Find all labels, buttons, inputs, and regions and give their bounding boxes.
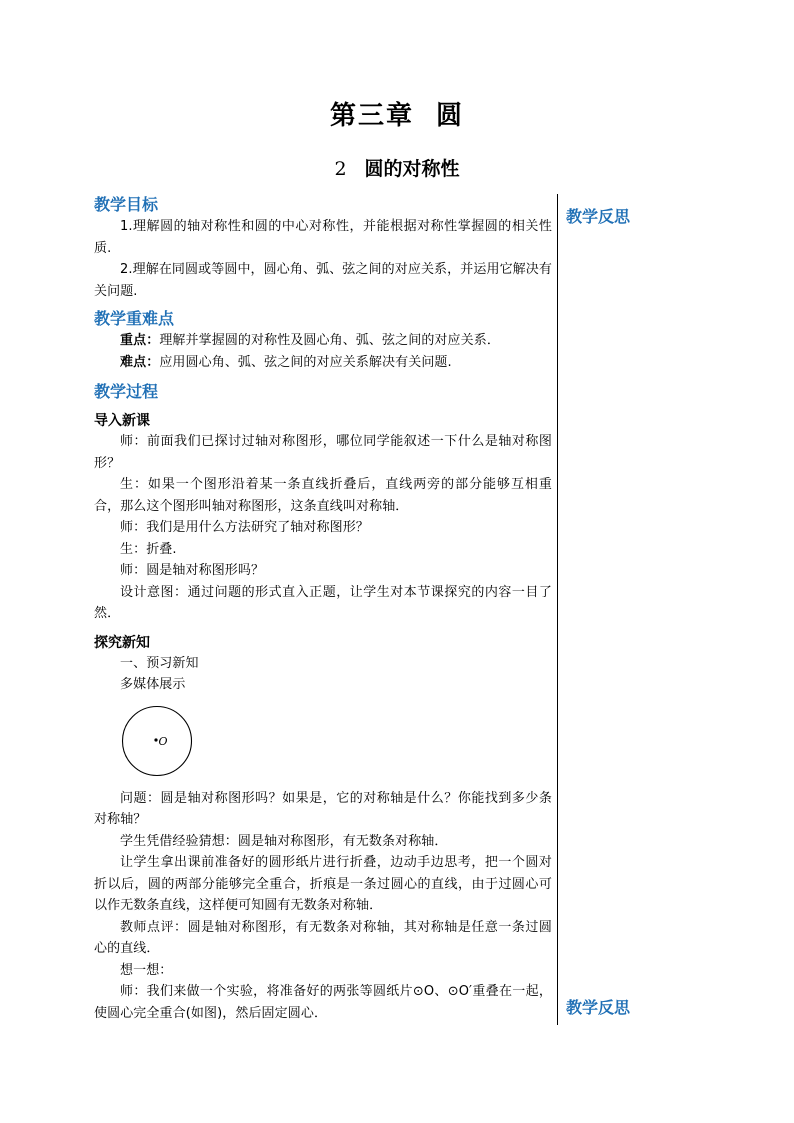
explore-line: 学生凭借经验猜想：圆是轴对称图形，有无数条对称轴． <box>120 833 448 849</box>
chapter-title <box>0 95 794 132</box>
question-line: 问题：圆是轴对称图形吗？如果是，它的对称轴是什么？你能找到多少条对称轴？ <box>94 790 552 827</box>
explore-subheading: 探究新知 <box>94 634 150 651</box>
media-label: 多媒体展示 <box>120 677 186 692</box>
goals-heading: 教学目标 <box>94 195 159 214</box>
circle-diagram <box>120 698 210 784</box>
difficult-text: 应用圆心角、弧、弦之间的对应关系解决有关问题. <box>159 354 452 370</box>
dialogue-line: 师：前面我们已探讨过轴对称图形，哪位同学能叙述一下什么是轴对称图形？ <box>94 434 552 471</box>
difficult-point <box>94 352 552 374</box>
part-one-label: 一、预习新知 <box>120 655 199 671</box>
key-label: 重点： <box>120 333 160 348</box>
circle-center-dot <box>154 738 157 741</box>
section-number: 2 <box>334 158 347 180</box>
goal-item: 1.理解圆的轴对称性和圆的中心对称性，并能根据对称性掌握圆的相关性质. <box>94 219 552 256</box>
teacher-comment: 教师点评：圆是轴对称图形，有无数条对称轴，其对称轴是任意一条过圆心的直线． <box>94 919 552 956</box>
key-text: 理解并掌握圆的对称性及圆心角、弧、弦之间的对应关系． <box>159 333 500 348</box>
chapter-topic: 圆 <box>436 101 465 131</box>
experiment-line: 师：我们来做一个实验，将准备好的两张等圆纸片⊙O、⊙O′重叠在一起，使圆心完全重合(如图)，然后固定圆心． <box>94 984 552 1021</box>
key-points-heading: 教学重难点 <box>94 309 175 328</box>
lesson-content <box>94 194 552 1024</box>
dialogue-line: 师：我们是用什么方法研究了轴对称图形？ <box>120 520 369 535</box>
reflection-label-bottom: 教学反思 <box>566 998 631 1017</box>
design-intent: 设计意图：通过问题的形式直入正题，让学生对本节课探究的内容一目了然． <box>94 584 552 621</box>
section-title <box>0 154 794 181</box>
goal-item: 2.理解在同圆或等圆中，圆心角、弧、弦之间的对应关系，并运用它解决有关问题. <box>94 262 552 299</box>
process-heading: 教学过程 <box>94 382 159 401</box>
circle-figure <box>120 698 552 784</box>
explore-line: 让学生拿出课前准备好的圆形纸片进行折叠，边动手边思考，把一个圆对折以后，圆的两部分能够完全重合，折痕是一条过圆心的直线，由于过圆心可以作无数条直线，这样便可知圆有无数条对称轴． <box>94 855 552 913</box>
intro-subheading: 导入新课 <box>94 413 150 429</box>
circle-center-label: O <box>158 734 168 748</box>
dialogue-line: 师：圆是轴对称图形吗？ <box>120 563 265 578</box>
key-point <box>94 330 552 352</box>
dialogue-line: 生：如果一个图形沿着某一条直线折叠后，直线两旁的部分能够互相重合，那么这个图形叫轴对称图形，这条直线叫对称轴． <box>94 477 552 514</box>
think-label: 想一想： <box>120 962 173 978</box>
column-divider <box>557 194 558 1025</box>
reflection-label-top: 教学反思 <box>566 207 631 226</box>
chapter-label: 第三章 <box>329 101 414 131</box>
section-title-text: 圆的对称性 <box>364 158 460 180</box>
dialogue-line: 生：折叠. <box>120 541 177 557</box>
difficult-label: 难点： <box>120 354 160 370</box>
